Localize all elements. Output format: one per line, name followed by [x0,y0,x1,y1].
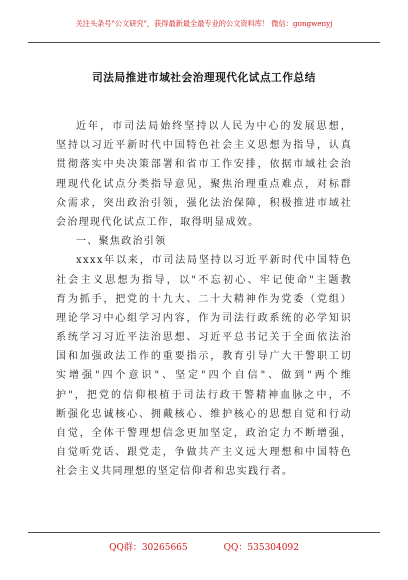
footer-qq: QQ：535304092 [223,542,299,553]
intro-paragraph [56,117,352,232]
text-line: 社会主义共同理想的坚定信仰者和忠实践行者。 [56,466,294,478]
text-line: 护"，把党的信仰根植于司法行政干警精神血脉之中，不 [56,389,352,401]
text-line: 断强化忠诚核心、拥戴核心、维护核心的思想自觉和行动 [56,408,352,420]
text-line: 社会主义思想为指导，以"不忘初心、牢记使命"主题教 [56,274,352,286]
text-line: 育为抓手，把党的十九大、二十大精神作为党委（党组） [56,293,352,305]
text-line: 自觉听党话、跟党走，争做共产主义远大理想和中国特色 [56,447,352,459]
text-line: 实增强"四个意识"、坚定"四个自信"、做到"两个维 [56,370,352,382]
text-line: 贯彻落实中央决策部署和省市工作安排，依据市域社会治 [56,159,352,171]
header-banner [28,6,380,43]
document-body [56,117,352,482]
text-line: 理论学习中心组学习内容，作为司法行政系统的必学知识 [56,312,352,324]
text-line: 会治理现代化试点工作，取得明显成效。 [56,216,260,228]
footer-contact [28,532,380,553]
section-heading: 一、聚焦政治引领 [76,236,167,248]
text-line: 国和加强政法工作的重要指示，教育引导广大干警职工切 [56,351,352,363]
footer-qq-group: QQ群：30265665 [109,542,188,553]
section-paragraph [56,251,352,481]
text-line: 众需求，突出政治引领，强化法治保障，积极推进市域社 [56,197,352,209]
text-line: xxxx年以来，市司法局坚持以习近平新时代中国特色 [76,255,352,267]
text-line: 自觉，全体干警理想信念更加坚定，政治定力不断增强， [56,428,352,440]
text-line: 近年，市司法局始终坚持以人民为中心的发展思想， [76,121,352,132]
text-line: 理现代化试点分类指导意见，聚焦治理重点难点，对标群 [56,178,352,190]
text-line: 坚持以习近平新时代中国特色社会主义思想为指导，认真 [56,140,352,152]
document-title: 司法局推进市域社会治理现代化试点工作总结 [92,72,316,84]
text-line: 系统学习习近平法治思想、习近平总书记关于全面依法治 [56,332,352,344]
header-banner-text: 关注头条号"公文研究"，获得最新最全最专业的公文资料库！ 微信：gongwenyj [75,19,333,28]
